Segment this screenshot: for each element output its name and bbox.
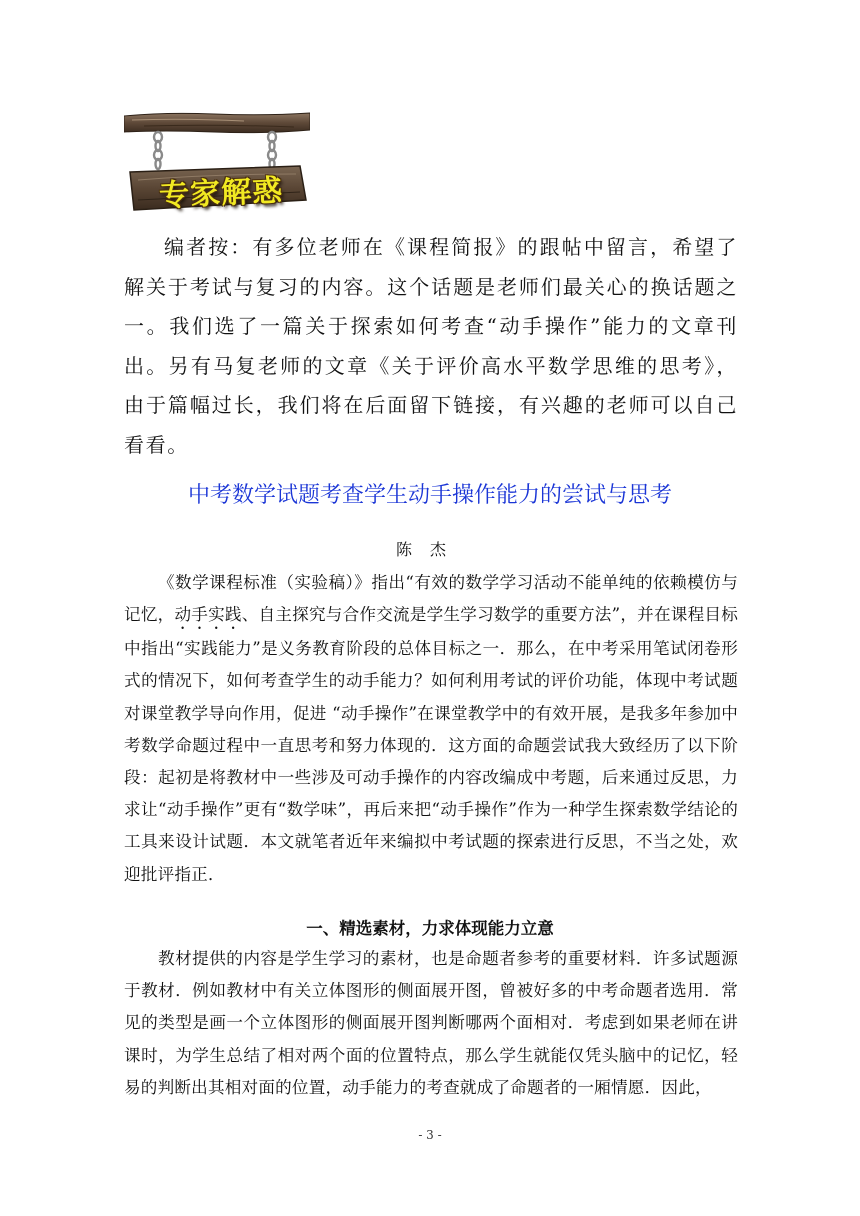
article-author: 陈杰: [395, 540, 464, 559]
editor-note: 编者按：有多位老师在《课程简报》的跟帖中留言，希望了解关于考试与复习的内容。这个话题是老师们最关心的换话题之一。我们选了一篇关于探索如何考查“动手操作”能力的文章刊出。另有马复老师的文章《关于评价高水平数学思维的思考》，由于篇幅过长，我们将在后面留下链接，有兴趣的老师可以自己看看。: [124, 235, 738, 457]
article-title: 中考数学试题考查学生动手操作能力的尝试与思考: [187, 483, 672, 508]
emphasized-text: 动手实践: [174, 605, 242, 625]
expert-qa-sign: [124, 110, 310, 214]
sign-label: 专家解惑: [158, 173, 284, 214]
article-paragraph: [124, 567, 738, 891]
paragraph-text: 、自主探究与合作交流是学生学习数学的重要方法”，并在课程目标中指出“实践能力”是义务教育阶段的总体目标之一．那么，在中考采用笔试闭卷形式的情况下，如何考查学生的动手能力？如何利用考试的评价功能，体现中考试题对课堂教学导向作用，促进 “动手操作”在课堂教学中的有效开展，是我多年参加中考数学命题过程中一直思考和努力体现的．这方面的命题尝试我大致经历了以下阶段：起初是将教材中一些涉及可动手操作的内容改编成中考题，后来通过反思，力求让“动手操作”更有“数学味”，再后来把“动手操作”作为一种学生探索数学结论的工具来设计试题．本文就笔者近年来编拟中考试题的探索进行反思，不当之处，欢迎批评指正．: [124, 605, 738, 884]
section-heading: 一、精选素材，力求体现能力立意: [306, 919, 554, 938]
page-number: - 3 -: [418, 1128, 442, 1142]
article-paragraph: 教材提供的内容是学生学习的素材，也是命题者参考的重要材料．许多试题源于教材．例如教材中有关立体图形的侧面展开图，曾被好多的中考命题者选用．常见的类型是画一个立体图形的侧面展开图判断哪两个面相对．考虑到如果老师在讲课时，为学生总结了相对两个面的位置特点，那么学生就能仅凭头脑中的记忆，轻易的判断出其相对面的位置，动手能力的考查就成了命题者的一厢情愿．因此，: [124, 949, 738, 1097]
paragraph-text: 《数学课程标准（实验稿）》指出“有效的数学学习活动不能单纯的依赖模仿与记忆，: [124, 573, 738, 625]
